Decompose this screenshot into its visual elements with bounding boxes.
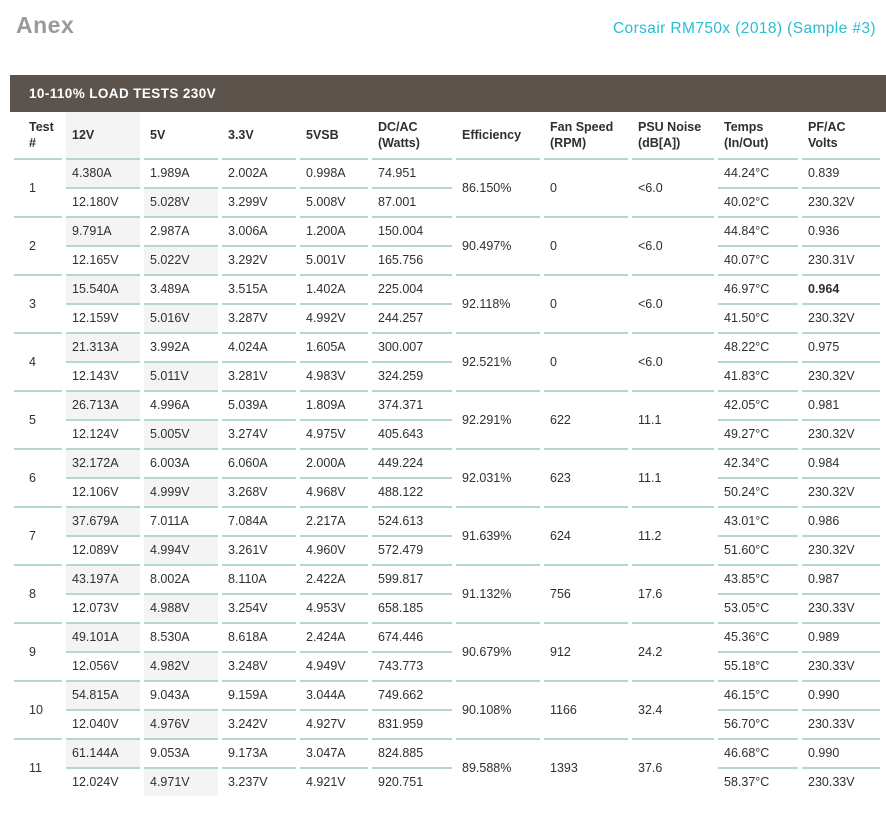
cell-12v-voltage: 12.124V (66, 419, 140, 448)
cell-12v-current: 49.101A (66, 622, 140, 651)
cell-ac-volts: 230.33V (802, 651, 880, 680)
cell-3v3-voltage: 3.237V (222, 767, 296, 796)
cell-12v-current: 61.144A (66, 738, 140, 767)
table-row-voltage (14, 767, 880, 796)
cell-5vsb-current: 1.809A (300, 390, 368, 419)
cell-psu-noise: 32.4 (632, 680, 714, 738)
cell-power-factor: 0.990 (802, 680, 880, 709)
table-row-voltage (14, 593, 880, 622)
cell-ac-watts: 920.751 (372, 767, 452, 796)
cell-psu-noise: 37.6 (632, 738, 714, 796)
cell-3v3-voltage: 3.274V (222, 419, 296, 448)
cell-fan-speed: 0 (544, 274, 628, 332)
cell-5v-current: 3.992A (144, 332, 218, 361)
cell-ac-volts: 230.32V (802, 477, 880, 506)
cell-temp-in: 48.22°C (718, 332, 798, 361)
cell-5vsb-voltage: 4.992V (300, 303, 368, 332)
section-title: 10-110% LOAD TESTS 230V (29, 86, 217, 101)
cell-5v-current: 4.996A (144, 390, 218, 419)
cell-5vsb-voltage: 4.949V (300, 651, 368, 680)
cell-12v-current: 9.791A (66, 216, 140, 245)
cell-5v-current: 6.003A (144, 448, 218, 477)
column-header (718, 112, 798, 158)
cell-5vsb-voltage: 5.008V (300, 187, 368, 216)
column-header (456, 112, 540, 158)
cell-5v-current: 8.002A (144, 564, 218, 593)
cell-temp-out: 40.07°C (718, 245, 798, 274)
cell-test-number: 9 (14, 622, 62, 680)
cell-12v-current: 37.679A (66, 506, 140, 535)
cell-12v-voltage: 12.143V (66, 361, 140, 390)
product-link[interactable]: Corsair RM750x (2018) (Sample #3) (612, 20, 876, 37)
cell-12v-voltage: 12.180V (66, 187, 140, 216)
column-header (300, 112, 368, 158)
cell-efficiency: 86.150% (456, 158, 540, 216)
table-row-current (14, 390, 880, 419)
cell-5vsb-voltage: 4.968V (300, 477, 368, 506)
cell-dc-watts: 749.662 (372, 680, 452, 709)
cell-5v-voltage: 5.011V (144, 361, 218, 390)
cell-5v-voltage: 4.999V (144, 477, 218, 506)
table-row-current (14, 448, 880, 477)
cell-temp-in: 46.97°C (718, 274, 798, 303)
cell-ac-volts: 230.32V (802, 419, 880, 448)
cell-3v3-voltage: 3.254V (222, 593, 296, 622)
column-header-label: 3.3V (228, 128, 254, 142)
cell-psu-noise: 11.1 (632, 448, 714, 506)
cell-3v3-current: 6.060A (222, 448, 296, 477)
column-header-label: 5V (150, 128, 166, 142)
table-row-current (14, 506, 880, 535)
cell-ac-watts: 324.259 (372, 361, 452, 390)
cell-efficiency: 89.588% (456, 738, 540, 796)
column-header-sublabel: (Watts) (378, 136, 420, 150)
cell-temp-out: 55.18°C (718, 651, 798, 680)
cell-dc-watts: 374.371 (372, 390, 452, 419)
cell-5v-voltage: 5.022V (144, 245, 218, 274)
cell-5v-current: 9.043A (144, 680, 218, 709)
cell-5vsb-voltage: 4.975V (300, 419, 368, 448)
cell-efficiency: 90.108% (456, 680, 540, 738)
cell-12v-current: 26.713A (66, 390, 140, 419)
cell-fan-speed: 623 (544, 448, 628, 506)
cell-12v-voltage: 12.165V (66, 245, 140, 274)
cell-temp-in: 46.15°C (718, 680, 798, 709)
cell-3v3-voltage: 3.242V (222, 709, 296, 738)
table-row-current (14, 274, 880, 303)
cell-5vsb-current: 1.402A (300, 274, 368, 303)
cell-test-number: 2 (14, 216, 62, 274)
cell-3v3-current: 2.002A (222, 158, 296, 187)
cell-5vsb-current: 0.998A (300, 158, 368, 187)
cell-12v-voltage: 12.159V (66, 303, 140, 332)
cell-ac-watts: 831.959 (372, 709, 452, 738)
cell-fan-speed: 0 (544, 216, 628, 274)
cell-3v3-current: 7.084A (222, 506, 296, 535)
cell-temp-out: 53.05°C (718, 593, 798, 622)
cell-temp-in: 43.85°C (718, 564, 798, 593)
cell-3v3-voltage: 3.248V (222, 651, 296, 680)
cell-efficiency: 92.521% (456, 332, 540, 390)
brand-text: Anex (16, 12, 75, 38)
cell-5v-current: 7.011A (144, 506, 218, 535)
cell-3v3-current: 3.515A (222, 274, 296, 303)
cell-dc-watts: 74.951 (372, 158, 452, 187)
table-row-current (14, 332, 880, 361)
cell-test-number: 6 (14, 448, 62, 506)
cell-5vsb-current: 1.200A (300, 216, 368, 245)
cell-power-factor: 0.964 (802, 274, 880, 303)
cell-12v-voltage: 12.056V (66, 651, 140, 680)
column-header (372, 112, 452, 158)
cell-temp-out: 49.27°C (718, 419, 798, 448)
cell-5vsb-current: 2.422A (300, 564, 368, 593)
cell-temp-out: 51.60°C (718, 535, 798, 564)
cell-5vsb-current: 3.044A (300, 680, 368, 709)
cell-efficiency: 92.118% (456, 274, 540, 332)
column-header-label: Test # (29, 120, 54, 150)
cell-12v-voltage: 12.089V (66, 535, 140, 564)
column-header (144, 112, 218, 158)
cell-temp-out: 50.24°C (718, 477, 798, 506)
cell-psu-noise: <6.0 (632, 332, 714, 390)
cell-ac-volts: 230.32V (802, 303, 880, 332)
cell-5vsb-voltage: 4.960V (300, 535, 368, 564)
cell-efficiency: 90.497% (456, 216, 540, 274)
cell-5v-current: 1.989A (144, 158, 218, 187)
cell-5vsb-voltage: 5.001V (300, 245, 368, 274)
cell-5v-voltage: 4.976V (144, 709, 218, 738)
load-tests-table (10, 112, 884, 796)
table-row-voltage (14, 187, 880, 216)
cell-fan-speed: 1393 (544, 738, 628, 796)
column-header-label: DC/AC (378, 120, 418, 134)
cell-12v-current: 43.197A (66, 564, 140, 593)
section-header-bar (10, 75, 886, 112)
cell-psu-noise: 24.2 (632, 622, 714, 680)
cell-3v3-current: 8.618A (222, 622, 296, 651)
cell-3v3-current: 4.024A (222, 332, 296, 361)
column-header (802, 112, 880, 158)
cell-temp-in: 44.24°C (718, 158, 798, 187)
cell-dc-watts: 225.004 (372, 274, 452, 303)
column-header-label: Temps (724, 120, 764, 134)
table-row-voltage (14, 419, 880, 448)
cell-5vsb-voltage: 4.921V (300, 767, 368, 796)
cell-power-factor: 0.975 (802, 332, 880, 361)
cell-test-number: 5 (14, 390, 62, 448)
cell-temp-in: 46.68°C (718, 738, 798, 767)
column-header-label: 12V (72, 128, 95, 142)
cell-3v3-voltage: 3.292V (222, 245, 296, 274)
cell-temp-in: 45.36°C (718, 622, 798, 651)
table-row-current (14, 158, 880, 187)
cell-ac-watts: 405.643 (372, 419, 452, 448)
cell-3v3-current: 5.039A (222, 390, 296, 419)
cell-fan-speed: 622 (544, 390, 628, 448)
column-header-sublabel: Volts (808, 136, 838, 150)
column-header (544, 112, 628, 158)
cell-test-number: 7 (14, 506, 62, 564)
cell-3v3-voltage: 3.261V (222, 535, 296, 564)
cell-ac-watts: 87.001 (372, 187, 452, 216)
cell-temp-out: 41.50°C (718, 303, 798, 332)
table-row-voltage (14, 361, 880, 390)
cell-3v3-voltage: 3.281V (222, 361, 296, 390)
column-header-label: Fan Speed (550, 120, 614, 134)
table-row-current (14, 216, 880, 245)
cell-12v-current: 54.815A (66, 680, 140, 709)
cell-test-number: 8 (14, 564, 62, 622)
cell-fan-speed: 912 (544, 622, 628, 680)
cell-5vsb-voltage: 4.927V (300, 709, 368, 738)
cell-temp-out: 58.37°C (718, 767, 798, 796)
cell-5vsb-current: 3.047A (300, 738, 368, 767)
column-header (632, 112, 714, 158)
cell-12v-current: 15.540A (66, 274, 140, 303)
cell-psu-noise: 11.2 (632, 506, 714, 564)
cell-5v-current: 9.053A (144, 738, 218, 767)
cell-5vsb-current: 2.217A (300, 506, 368, 535)
cell-test-number: 1 (14, 158, 62, 216)
column-header-label: 5VSB (306, 128, 339, 142)
table-row-current (14, 680, 880, 709)
cell-ac-volts: 230.32V (802, 535, 880, 564)
cell-temp-in: 43.01°C (718, 506, 798, 535)
cell-5v-current: 2.987A (144, 216, 218, 245)
cell-temp-out: 40.02°C (718, 187, 798, 216)
cell-5v-voltage: 4.971V (144, 767, 218, 796)
column-header-label: PF/AC (808, 120, 846, 134)
cell-3v3-current: 8.110A (222, 564, 296, 593)
cell-power-factor: 0.936 (802, 216, 880, 245)
table-row-voltage (14, 477, 880, 506)
cell-ac-watts: 165.756 (372, 245, 452, 274)
cell-power-factor: 0.989 (802, 622, 880, 651)
cell-efficiency: 91.132% (456, 564, 540, 622)
cell-5v-voltage: 5.016V (144, 303, 218, 332)
cell-5v-current: 3.489A (144, 274, 218, 303)
table-row-voltage (14, 535, 880, 564)
table-row-voltage (14, 651, 880, 680)
cell-dc-watts: 150.004 (372, 216, 452, 245)
cell-ac-volts: 230.32V (802, 361, 880, 390)
cell-temp-in: 42.05°C (718, 390, 798, 419)
cell-ac-watts: 244.257 (372, 303, 452, 332)
table-row-current (14, 738, 880, 767)
cell-5vsb-voltage: 4.953V (300, 593, 368, 622)
column-header-sublabel: (dB[A]) (638, 136, 681, 150)
cell-temp-out: 56.70°C (718, 709, 798, 738)
cell-3v3-voltage: 3.268V (222, 477, 296, 506)
cell-test-number: 4 (14, 332, 62, 390)
column-header-sublabel: (In/Out) (724, 136, 769, 150)
cell-psu-noise: 11.1 (632, 390, 714, 448)
cell-dc-watts: 824.885 (372, 738, 452, 767)
cell-fan-speed: 756 (544, 564, 628, 622)
cell-ac-volts: 230.31V (802, 245, 880, 274)
cell-power-factor: 0.981 (802, 390, 880, 419)
cell-ac-watts: 488.122 (372, 477, 452, 506)
cell-psu-noise: 17.6 (632, 564, 714, 622)
cell-dc-watts: 524.613 (372, 506, 452, 535)
cell-efficiency: 90.679% (456, 622, 540, 680)
column-header-label: PSU Noise (638, 120, 702, 134)
cell-efficiency: 92.031% (456, 448, 540, 506)
cell-5vsb-current: 1.605A (300, 332, 368, 361)
cell-fan-speed: 1166 (544, 680, 628, 738)
cell-test-number: 10 (14, 680, 62, 738)
cell-ac-volts: 230.32V (802, 187, 880, 216)
column-header-sublabel: (RPM) (550, 136, 587, 150)
cell-5vsb-voltage: 4.983V (300, 361, 368, 390)
column-header (66, 112, 140, 158)
cell-12v-current: 4.380A (66, 158, 140, 187)
cell-5v-voltage: 4.982V (144, 651, 218, 680)
cell-ac-volts: 230.33V (802, 709, 880, 738)
cell-5v-voltage: 4.994V (144, 535, 218, 564)
cell-fan-speed: 0 (544, 332, 628, 390)
page-header (0, 0, 886, 39)
cell-power-factor: 0.839 (802, 158, 880, 187)
cell-12v-current: 21.313A (66, 332, 140, 361)
cell-3v3-voltage: 3.299V (222, 187, 296, 216)
cell-test-number: 3 (14, 274, 62, 332)
cell-5v-voltage: 4.988V (144, 593, 218, 622)
table-row-voltage (14, 709, 880, 738)
cell-12v-voltage: 12.024V (66, 767, 140, 796)
column-header (222, 112, 296, 158)
cell-temp-in: 42.34°C (718, 448, 798, 477)
cell-5v-voltage: 5.028V (144, 187, 218, 216)
table-row-voltage (14, 245, 880, 274)
cell-psu-noise: <6.0 (632, 274, 714, 332)
cell-efficiency: 92.291% (456, 390, 540, 448)
cell-ac-volts: 230.33V (802, 767, 880, 796)
cell-ac-watts: 658.185 (372, 593, 452, 622)
cell-dc-watts: 599.817 (372, 564, 452, 593)
cell-efficiency: 91.639% (456, 506, 540, 564)
cell-fan-speed: 0 (544, 158, 628, 216)
cell-ac-watts: 572.479 (372, 535, 452, 564)
cell-3v3-current: 3.006A (222, 216, 296, 245)
cell-3v3-current: 9.173A (222, 738, 296, 767)
cell-power-factor: 0.986 (802, 506, 880, 535)
cell-5vsb-current: 2.424A (300, 622, 368, 651)
cell-psu-noise: <6.0 (632, 216, 714, 274)
cell-fan-speed: 624 (544, 506, 628, 564)
table-row-current (14, 564, 880, 593)
cell-ac-volts: 230.33V (802, 593, 880, 622)
cell-temp-out: 41.83°C (718, 361, 798, 390)
table-header-row (14, 112, 880, 158)
cell-12v-voltage: 12.073V (66, 593, 140, 622)
cell-test-number: 11 (14, 738, 62, 796)
cell-power-factor: 0.984 (802, 448, 880, 477)
column-header (14, 112, 62, 158)
cell-3v3-voltage: 3.287V (222, 303, 296, 332)
cell-12v-voltage: 12.040V (66, 709, 140, 738)
cell-5vsb-current: 2.000A (300, 448, 368, 477)
cell-dc-watts: 674.446 (372, 622, 452, 651)
cell-12v-current: 32.172A (66, 448, 140, 477)
table-row-current (14, 622, 880, 651)
cell-psu-noise: <6.0 (632, 158, 714, 216)
cell-power-factor: 0.990 (802, 738, 880, 767)
cell-power-factor: 0.987 (802, 564, 880, 593)
cell-5v-current: 8.530A (144, 622, 218, 651)
column-header-label: Efficiency (462, 128, 522, 142)
cell-dc-watts: 300.007 (372, 332, 452, 361)
table-row-voltage (14, 303, 880, 332)
cell-3v3-current: 9.159A (222, 680, 296, 709)
cell-dc-watts: 449.224 (372, 448, 452, 477)
cell-temp-in: 44.84°C (718, 216, 798, 245)
cell-5v-voltage: 5.005V (144, 419, 218, 448)
cell-12v-voltage: 12.106V (66, 477, 140, 506)
cell-ac-watts: 743.773 (372, 651, 452, 680)
